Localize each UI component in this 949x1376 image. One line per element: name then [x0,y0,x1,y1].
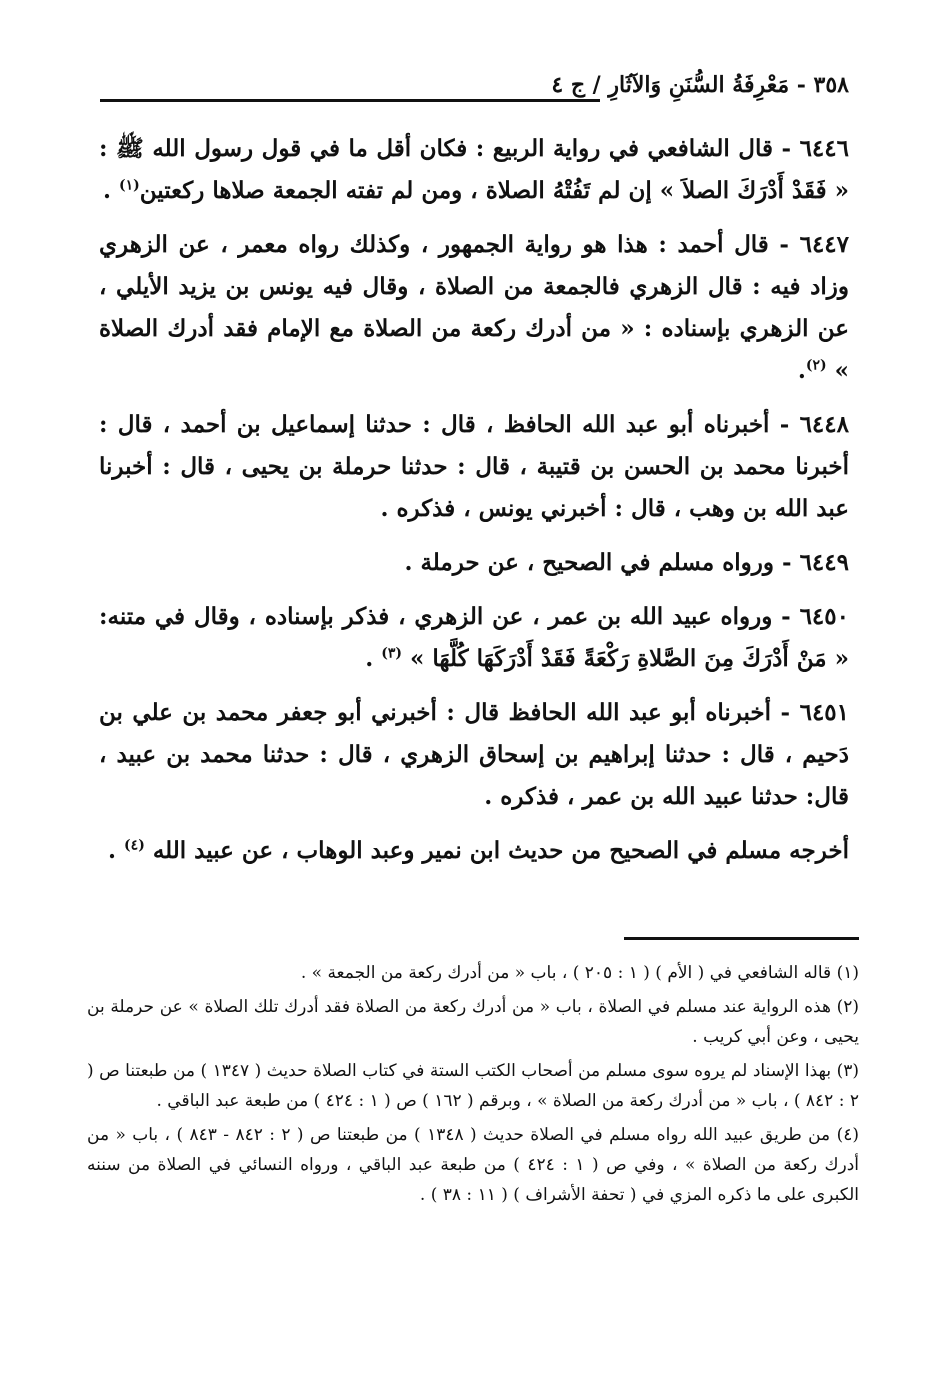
paragraph-6448 [99,404,849,530]
paragraph-6450 [99,596,849,680]
footnote-number: (٣) [836,1061,859,1081]
paragraph-number: ٦٤٥٠ - [781,603,849,630]
paragraph-number: ٦٤٥١ - [780,699,850,726]
footnote-ref[interactable]: (٢) [805,357,827,374]
paragraph-6446 [99,128,849,212]
footnote-text: من طريق عبيد الله رواه مسلم في الصلاة حديث ( ١٣٤٨ ) من طبعتنا ص ( ٢ : ٨٤٢ - ٨٤٣ ) ، باب « من أدرك ركعة من الصلاة » ، وفي ص ( ١ : ٤٢٤ ) من طبعة عبد الباقي ، ورواه النسائي في الصلاة من سننه الكبرى على ما ذكره المزي في ( تحفة الأشراف ) ( ١١ : ٣٨ ) . [87,1125,859,1205]
running-header: ٣٥٨ - مَعْرِفَةُ السُّنَنِ وَالآثَارِ / ج ٤ [551,72,849,98]
footnote-number: (٤) [836,1125,859,1145]
footnote-text: هذه الرواية عند مسلم في الصلاة ، باب « من أدرك ركعة من الصلاة فقد أدرك تلك الصلاة » عن حرملة بن يحيى ، وعن أبي كريب . [87,997,859,1047]
footnote-rule [624,937,859,940]
paragraph-text: أخبرناه أبو عبد الله الحافظ قال : أخبرني أبو جعفر محمد بن علي بن دَحيم ، قال : حدثنا إبراهيم بن إسحاق الزهري ، قال : حدثنا محمد بن عبيد ، قال: حدثنا عبيد الله بن عمر ، فذكره . [99,699,849,810]
paragraph-end: . [108,837,125,864]
paragraph-end: . [102,177,119,204]
paragraph-number: ٦٤٤٧ - [779,231,850,258]
paragraph-6447 [99,224,849,392]
paragraph-text: قال الشافعي في رواية الربيع : فكان أقل ما في قول رسول الله ﷺ : « فَقَدْ أَدْرَكَ الصلاَ » إن لم تَفُتْهُ الصلاة ، ومن لم تفته الجمعة صلاها ركعتين [99,135,849,204]
paragraph-number: ٦٤٤٨ - [779,411,849,438]
footnote-text: بهذا الإسناد لم يروه سوى مسلم من أصحاب الكتب الستة في كتاب الصلاة حديث ( ١٣٤٧ ) من طبعتنا ص ( ٢ : ٨٤٢ ) ، باب « من أدرك ركعة من الصلاة » ، وبرقم ( ١٦٢ ) ص ( ١ : ٤٢٤ ) من طبعة عبد الباقي . [87,1061,859,1111]
main-text [99,128,849,884]
paragraph-6451 [99,692,849,818]
paragraph-6449 [99,542,849,584]
footnote-number: (٢) [836,997,860,1017]
paragraph-text: أخبرناه أبو عبد الله الحافظ ، قال : حدثنا إسماعيل بن أحمد ، قال : أخبرنا محمد بن الحسن بن قتيبة ، قال : حدثنا حرملة بن يحيى ، قال : أخبرنا عبد الله بن وهب ، قال : أخبرني يونس ، فذكره . [99,411,849,522]
paragraph-text: أخرجه مسلم في الصحيح من حديث ابن نمير وعبد الوهاب ، عن عبيد الله [152,837,849,864]
paragraph-number: ٦٤٤٦ - [781,135,849,162]
paragraph-text: ورواه مسلم في الصحيح ، عن حرملة . [404,549,774,576]
paragraph-end: . [365,645,382,672]
paragraph-number: ٦٤٤٩ - [782,549,849,576]
footnote-text: قاله الشافعي في ( الأم ) ( ١ : ٢٠٥ ) ، باب « من أدرك ركعة من الجمعة » . [300,963,832,983]
footnote-ref[interactable]: (٤) [124,837,145,854]
paragraph-text: ورواه عبيد الله بن عمر ، عن الزهري ، فذكر بإسناده ، وقال في متنه: « مَنْ أَدْرَكَ مِنَ الصَّلاةِ رَكْعَةً فَقَدْ أَدْرَكَهَا كُلَّهَا » [99,603,849,672]
footnote-ref[interactable]: (١) [118,177,140,194]
footnote-ref[interactable]: (٣) [381,645,403,662]
footnote-number: (١) [836,963,859,983]
footnote-4 [87,1120,859,1210]
paragraph-text: قال أحمد : هذا هو رواية الجمهور ، وكذلك رواه معمر ، عن الزهري وزاد فيه : قال الزهري فالجمعة من الصلاة ، وقال فيه يونس بن يزيد الأيلي ، عن الزهري بإسناده : « من أدرك ركعة من الصلاة مع الإمام فقد أدرك الصلاة » [99,231,849,384]
footnotes [87,958,859,1214]
footnote-3 [87,1056,859,1116]
paragraph-closing [99,830,849,872]
paragraph-end: . [797,357,806,384]
header-rule [100,99,600,102]
footnote-1 [87,958,859,988]
footnote-2 [87,992,859,1052]
